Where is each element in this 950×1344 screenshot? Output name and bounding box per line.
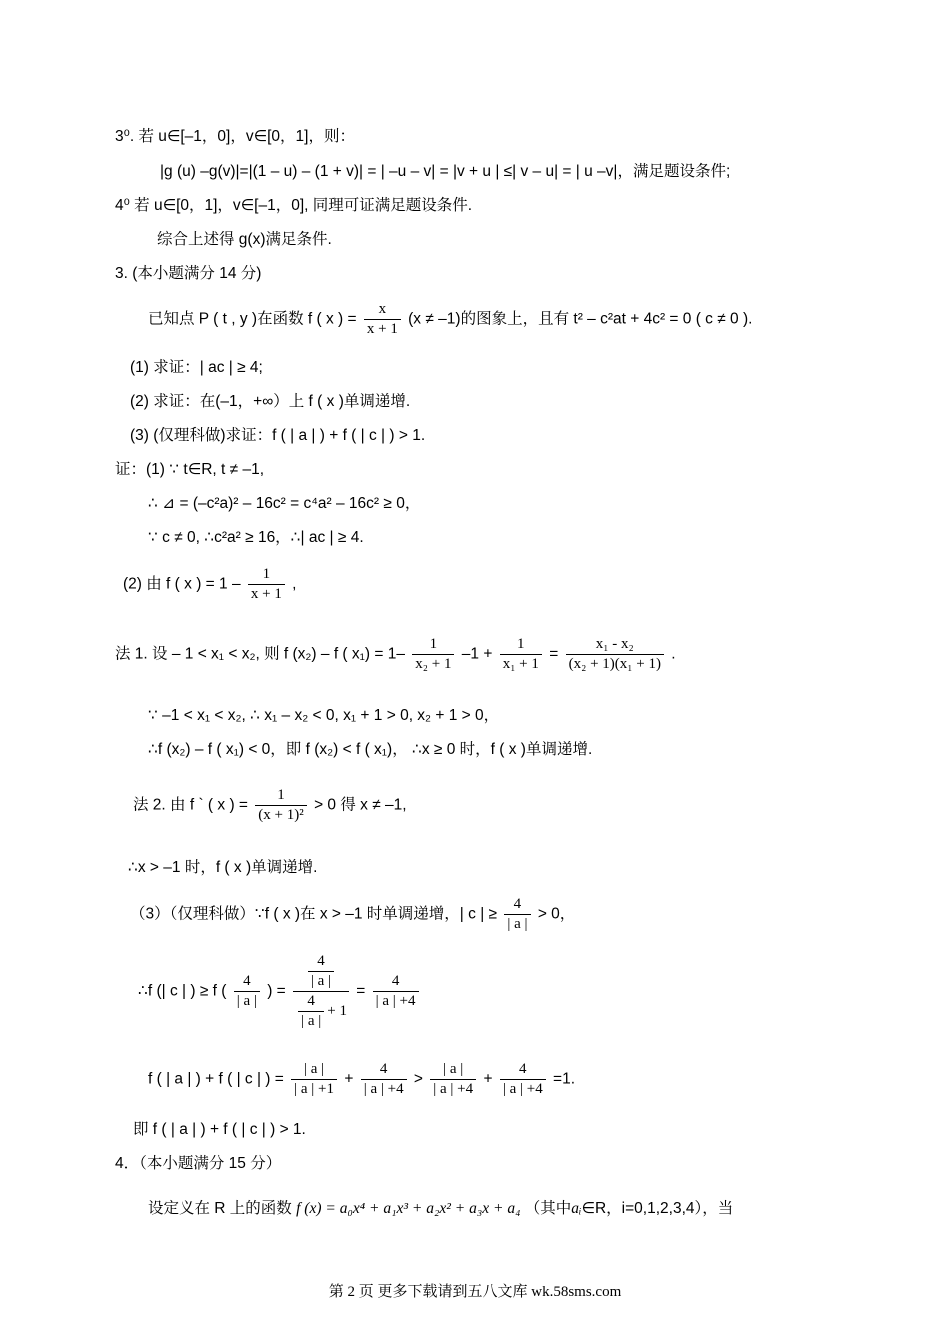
part-2-question: (2) 求证：在(–1，+∞）上 f ( x )单调递增. bbox=[130, 393, 411, 410]
method-1-text-d: . bbox=[671, 645, 676, 663]
compound-fraction-numerator bbox=[293, 952, 349, 992]
sum-text-c: > bbox=[413, 1070, 423, 1088]
compound-fraction bbox=[293, 952, 349, 1031]
fraction-denominator: | a | bbox=[236, 993, 257, 1009]
method-1-text-c: = bbox=[549, 645, 559, 663]
part-3-conclusion: 即 f ( | a | ) + f ( | c | ) > 1. bbox=[133, 1121, 306, 1138]
fraction-numerator: 4 bbox=[500, 1060, 546, 1080]
problem-4-statement bbox=[148, 1199, 733, 1219]
problem-4-text-b: （其中 bbox=[524, 1200, 572, 1217]
fraction-numerator: 4 bbox=[373, 972, 419, 992]
problem-3-heading: 3. (本小题满分 14 分) bbox=[115, 265, 262, 282]
fraction-1-over-x-plus-1 bbox=[248, 565, 285, 604]
sum-text-e: =1. bbox=[553, 1070, 575, 1088]
method-1-text-b: –1 + bbox=[461, 645, 493, 663]
statement-text-a: 已知点 P ( t , y )在函数 f ( x ) = bbox=[148, 310, 357, 328]
fraction-numerator: | a | bbox=[430, 1060, 476, 1080]
problem-4-text-a: 设定义在 R 上的函数 bbox=[148, 1200, 292, 1217]
compound-denominator-tail: + 1 bbox=[327, 1002, 347, 1019]
problem-3-statement bbox=[148, 300, 752, 339]
fraction-1-over-x1-plus-1 bbox=[500, 635, 542, 674]
fraction-denominator: x + 1 bbox=[366, 321, 398, 337]
fraction-abs-a-over-abs-a-plus-4 bbox=[430, 1060, 476, 1099]
method-2-conclusion: ∴x > –1 时，f ( x )单调递增. bbox=[128, 859, 318, 876]
fraction-numerator: x bbox=[364, 300, 401, 320]
part-3-sum-line bbox=[148, 1060, 575, 1099]
method-2-text-b: > 0 得 x ≠ –1, bbox=[314, 796, 407, 814]
fraction-difference-quotient bbox=[566, 635, 664, 674]
fraction-abs-a-over-abs-a-plus-1 bbox=[291, 1060, 337, 1099]
case-4-condition: 4⁰ 若 u∈[0，1]，v∈[–1，0], 同理可证满足题设条件. bbox=[115, 197, 473, 214]
rewrite-text-b: , bbox=[292, 575, 297, 593]
inner-fraction-top bbox=[308, 952, 334, 991]
method-1-line bbox=[115, 635, 676, 674]
fraction-numerator: 1 bbox=[248, 565, 285, 585]
part-3-question: (3) (仅理科做)求证：f ( | a | ) + f ( | c | ) > 1. bbox=[130, 427, 426, 444]
fraction-denominator: x₂ + 1 bbox=[415, 656, 452, 672]
fraction-numerator: 4 bbox=[504, 895, 530, 915]
part-3-proof-start bbox=[130, 895, 575, 934]
fraction-derivative bbox=[255, 786, 306, 825]
method-1-inequalities: ∵ –1 < x₁ < x₂, ∴ x₁ – x₂ < 0, x₁ + 1 > 0, x₂ + 1 > 0， bbox=[148, 707, 500, 724]
fraction-denominator: x₁ + 1 bbox=[502, 656, 539, 672]
problem-4-text-c: ∈R，i=0,1,2,3,4），当 bbox=[581, 1200, 734, 1217]
sum-text-b: + bbox=[344, 1070, 354, 1088]
proof-1-conclusion: ∵ c ≠ 0, ∴c²a² ≥ 16，∴| ac | ≥ 4. bbox=[148, 529, 364, 546]
method-2-line bbox=[133, 786, 407, 825]
fraction-denominator: | a | bbox=[301, 1013, 322, 1029]
fraction-denominator: (x + 1)² bbox=[258, 807, 304, 823]
fraction-4-over-abs-a-plus-4-first bbox=[361, 1060, 407, 1099]
fraction-numerator: 1 bbox=[500, 635, 542, 655]
fraction-denominator: | a | +4 bbox=[375, 993, 416, 1009]
sum-text-d: + bbox=[483, 1070, 493, 1088]
part-3-inequality bbox=[138, 952, 422, 1031]
fraction-denominator: | a | bbox=[507, 916, 528, 932]
part-3-text-a: （3）（仅理科做）∵f ( x )在 x > –1 时单调递增，| c | ≥ bbox=[130, 905, 498, 923]
method-1-conclusion: ∴f (x₂) – f ( x₁) < 0，即 f (x₂) < f ( x₁)， ∴x ≥ 0 时，f ( x )单调递增. bbox=[148, 741, 593, 758]
proof-2-rewrite bbox=[123, 565, 296, 604]
fraction-numerator: x₁ - x₂ bbox=[566, 635, 664, 655]
part-3-ineq-text-b: ) = bbox=[267, 982, 286, 1000]
fraction-denominator: (x₂ + 1)(x₁ + 1) bbox=[568, 656, 661, 672]
sum-text-a: f ( | a | ) + f ( | c | ) = bbox=[148, 1070, 284, 1088]
polynomial-formula: f (x) = a₀x⁴ + a₁x³ + a₂x² + a₃x + a₄ bbox=[296, 1200, 521, 1217]
case-3-derivation: |g (u) –g(v)|=|(1 – u) – (1 + v)| = | –u – v| = |v + u | ≤| v – u| = | u –v|，满足题设条件; bbox=[160, 163, 731, 180]
fraction-x-over-x-plus-1 bbox=[364, 300, 401, 339]
fraction-4-over-abs-a-plus-4-second bbox=[500, 1060, 546, 1099]
coefficient-ai: aᵢ bbox=[571, 1200, 582, 1217]
case-3-condition: 3⁰. 若 u∈[–1，0]，v∈[0，1]，则： bbox=[115, 128, 355, 145]
fraction-denominator: | a | bbox=[310, 973, 332, 989]
fraction-numerator: 4 bbox=[298, 992, 324, 1012]
fraction-4-over-abs-a bbox=[504, 895, 530, 934]
rewrite-text-a: (2) 由 f ( x ) = 1 – bbox=[123, 575, 241, 593]
inner-fraction-bottom bbox=[298, 992, 324, 1031]
method-2-text-a: 法 2. 由 f ` ( x ) = bbox=[133, 796, 248, 814]
fraction-denominator: | a | +4 bbox=[433, 1081, 474, 1097]
fraction-denominator: | a | +4 bbox=[363, 1081, 404, 1097]
part-3-text-b: > 0， bbox=[537, 905, 576, 923]
part-1-question: (1) 求证：| ac | ≥ 4; bbox=[130, 359, 263, 376]
fraction-numerator: 4 bbox=[234, 972, 260, 992]
summary-line: 综合上述得 g(x)满足条件. bbox=[157, 231, 332, 248]
part-3-ineq-text-c: = bbox=[356, 982, 366, 1000]
fraction-numerator: 1 bbox=[255, 786, 306, 806]
fraction-numerator: 4 bbox=[361, 1060, 407, 1080]
fraction-numerator: | a | bbox=[291, 1060, 337, 1080]
method-1-text-a: 法 1. 设 – 1 < x₁ < x₂, 则 f (x₂) – f ( x₁) = 1– bbox=[115, 645, 405, 663]
fraction-4-over-abs-a-plus-4 bbox=[373, 972, 419, 1011]
fraction-1-over-x2-plus-1 bbox=[412, 635, 454, 674]
fraction-denominator: | a | +1 bbox=[294, 1081, 335, 1097]
compound-fraction-denominator bbox=[293, 992, 349, 1031]
problem-4-heading: 4．（本小题满分 15 分） bbox=[115, 1155, 282, 1172]
part-3-ineq-text-a: ∴f (| c | ) ≥ f ( bbox=[138, 982, 227, 1000]
fraction-numerator: 1 bbox=[412, 635, 454, 655]
proof-1-discriminant: ∴ ⊿ = (–c²a)² – 16c² = c⁴a² – 16c² ≥ 0， bbox=[148, 495, 421, 512]
proof-1-start: 证：(1) ∵ t∈R, t ≠ –1, bbox=[115, 461, 265, 478]
fraction-numerator: 4 bbox=[308, 952, 334, 972]
fraction-denominator: | a | +4 bbox=[502, 1081, 543, 1097]
statement-text-b: (x ≠ –1)的图象上，且有 t² – c²at + 4c² = 0 ( c ≠ 0 ). bbox=[408, 310, 753, 328]
page-footer: 第 2 页 更多下载请到五八文库 wk.58sms.com bbox=[328, 1284, 622, 1300]
fraction-4-over-abs-a-arg bbox=[234, 972, 260, 1011]
fraction-denominator: x + 1 bbox=[250, 586, 282, 602]
